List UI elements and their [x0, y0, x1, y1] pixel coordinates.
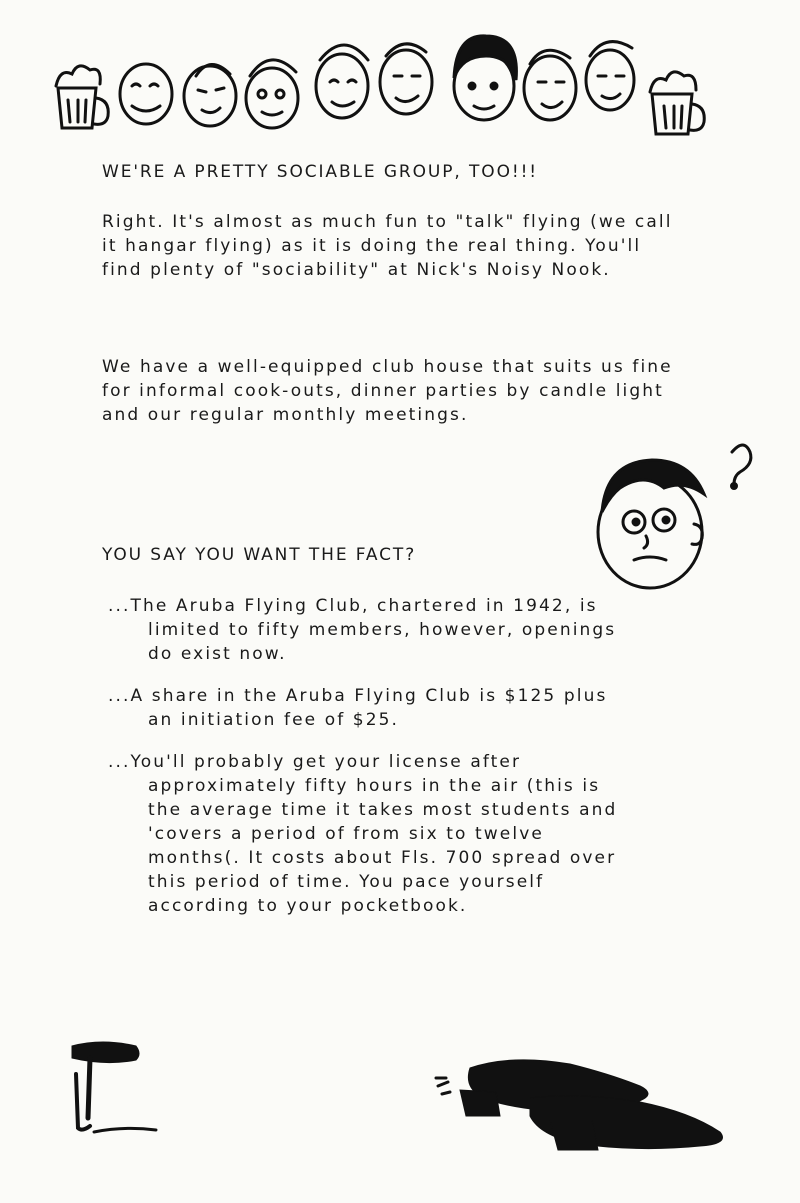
section-heading-sociable: WE'RE A PRETTY SOCIABLE GROUP, TOO!!!: [102, 162, 538, 182]
shoes-illustration: [430, 1050, 730, 1160]
section-heading-facts: YOU SAY YOU WANT THE FACT?: [102, 545, 417, 565]
paragraph-hangar-flying: Right. It's almost as much fun to "talk" flying (we call it hangar flying) as it is doing the real thing. You'll find plenty of "sociability" at Nick's Noisy Nook.: [102, 212, 673, 280]
fact-share-price: ...A share in the Aruba Flying Club is $125 plus an initiation fee of $25.: [108, 686, 608, 730]
paragraph-club-house: We have a well-equipped club house that suits us fine for informal cook-outs, dinner parties by candle light and our regular monthly meetings.: [102, 357, 673, 425]
faces-banner-illustration: [50, 20, 720, 150]
fact-charter: ...The Aruba Flying Club, chartered in 1942, is limited to fifty members, however, openings do exist now.: [108, 596, 617, 664]
bleed-through-marks: [700, 200, 800, 1100]
windsock-stand-illustration: [66, 1036, 166, 1146]
facts-list: [108, 594, 628, 936]
puzzled-face-illustration: [590, 432, 760, 597]
fact-license-hours: ...You'll probably get your license after approximately fifty hours in the air (this is the average time it takes most students and 'covers a period of from six to twelve months(. It costs about Fls. 700 spread over this period of time. You pace yourself according to your pocketbook.: [108, 752, 618, 916]
